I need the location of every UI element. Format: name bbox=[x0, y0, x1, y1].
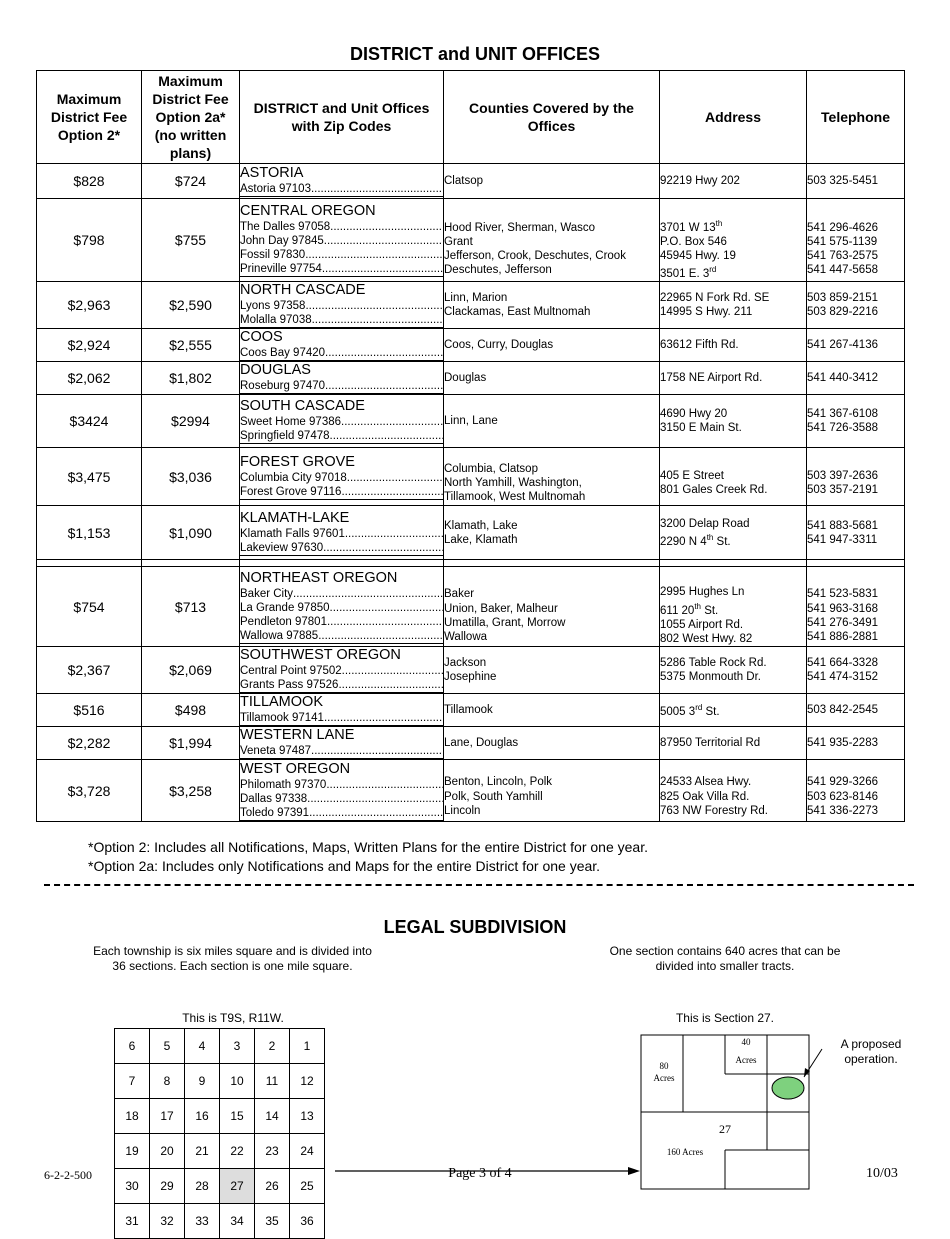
township-section: 5 bbox=[150, 1029, 185, 1064]
fee-option-2: $3,475 bbox=[37, 448, 142, 506]
phone-cell bbox=[807, 164, 905, 199]
label-40-acres: Acres bbox=[735, 1055, 757, 1065]
address-cell bbox=[660, 727, 807, 760]
phone-cell bbox=[807, 727, 905, 760]
address-line: 825 Oak Villa Rd. bbox=[660, 790, 750, 803]
fee-option-2a: $498 bbox=[142, 694, 240, 727]
header-address: Address bbox=[660, 71, 807, 164]
header-fee-option-2: Maximum District Fee Option 2* bbox=[37, 71, 142, 164]
township-section: 31 bbox=[115, 1204, 150, 1239]
phone-cell bbox=[807, 199, 905, 282]
district-name: TILLAMOOK bbox=[240, 694, 323, 711]
county-line: Tillamook, West Multnomah bbox=[444, 491, 586, 504]
fee-option-2a: $1,802 bbox=[142, 362, 240, 395]
counties-cell bbox=[444, 694, 660, 727]
section-description: One section contains 640 acres that can be divided into smaller tracts. bbox=[609, 944, 841, 973]
office-zip: Toledo 97391 ..... bbox=[240, 806, 443, 821]
district-cell bbox=[240, 329, 444, 362]
district-name: ASTORIA bbox=[240, 165, 304, 181]
office-zip: Springfield 97478 ..... bbox=[240, 429, 443, 444]
header-fee-option-2a: Maximum District Fee Option 2a* (no written plans) bbox=[142, 71, 240, 164]
district-name: DOUGLAS bbox=[240, 362, 311, 379]
office-zip: Astoria 97103 ..... bbox=[240, 182, 443, 197]
township-section: 27 bbox=[220, 1169, 255, 1204]
counties-cell bbox=[444, 647, 660, 694]
counties-cell bbox=[444, 362, 660, 395]
county-line: Linn, Lane bbox=[444, 415, 498, 428]
township-section: 19 bbox=[115, 1134, 150, 1169]
phone-line: 541 440-3412 bbox=[807, 372, 878, 385]
address-line: 405 E Street bbox=[660, 469, 724, 482]
fee-option-2: $798 bbox=[37, 199, 142, 282]
phone-line: 541 474-3152 bbox=[807, 671, 878, 684]
address-line: 3200 Delap Road bbox=[660, 517, 750, 530]
address-line: 2995 Hughes Ln bbox=[660, 586, 745, 599]
legal-subdivision-title: LEGAL SUBDIVISION bbox=[383, 917, 567, 937]
district-name: KLAMATH-LAKE bbox=[240, 509, 350, 526]
offices-table bbox=[36, 70, 905, 822]
office-row bbox=[37, 694, 905, 727]
phone-line: 541 883-5681 bbox=[807, 519, 878, 532]
address-line: 92219 Hwy 202 bbox=[660, 175, 740, 187]
county-line: Columbia, Clatsop bbox=[444, 462, 538, 475]
phone-line: 541 575-1139 bbox=[807, 236, 878, 249]
office-zip: Wallowa 97885 ..... bbox=[240, 629, 443, 644]
county-line: Hood River, Sherman, Wasco bbox=[444, 221, 596, 234]
district-cell bbox=[240, 282, 444, 329]
township-section: 13 bbox=[290, 1099, 325, 1134]
address-cell bbox=[660, 282, 807, 329]
counties-cell bbox=[444, 282, 660, 329]
office-row bbox=[37, 362, 905, 395]
county-line: Clatsop bbox=[444, 175, 483, 187]
address-cell bbox=[660, 362, 807, 395]
fee-option-2a: $1,090 bbox=[142, 506, 240, 560]
phone-line: 541 336-2273 bbox=[807, 804, 878, 817]
footer-date: 10/03 bbox=[866, 1166, 898, 1181]
fee-option-2: $2,963 bbox=[37, 282, 142, 329]
county-line: Grant bbox=[444, 236, 473, 249]
district-name: FOREST GROVE bbox=[240, 453, 355, 470]
township-section: 21 bbox=[185, 1134, 220, 1169]
township-section: 6 bbox=[115, 1029, 150, 1064]
county-line: Coos, Curry, Douglas bbox=[444, 339, 554, 352]
county-line: Linn, Marion bbox=[444, 292, 508, 305]
office-zip: Coos Bay 97420 ..... bbox=[240, 346, 443, 361]
address-cell bbox=[660, 395, 807, 448]
phone-cell bbox=[807, 448, 905, 506]
fee-notes bbox=[88, 838, 648, 876]
township-row bbox=[115, 1204, 325, 1239]
phone-line: 541 267-4136 bbox=[807, 339, 878, 352]
district-name: SOUTHWEST OREGON bbox=[240, 647, 401, 664]
county-line: Benton, Lincoln, Polk bbox=[444, 776, 553, 789]
office-zip: Dallas 97338 ..... bbox=[240, 792, 443, 806]
fee-option-2a: $713 bbox=[142, 567, 240, 647]
township-section: 32 bbox=[150, 1204, 185, 1239]
office-zip: Baker City ..... bbox=[240, 587, 443, 601]
office-zip: Veneta 97487 ..... bbox=[240, 744, 443, 759]
address-line: 24533 Alsea Hwy. bbox=[660, 776, 752, 789]
county-line: Douglas bbox=[444, 372, 487, 385]
office-zip: Lyons 97358 ..... bbox=[240, 299, 443, 313]
township-section: 10 bbox=[220, 1064, 255, 1099]
township-section: 33 bbox=[185, 1204, 220, 1239]
address-line: 87950 Territorial Rd bbox=[660, 737, 761, 750]
township-section: 15 bbox=[220, 1099, 255, 1134]
counties-cell bbox=[444, 567, 660, 647]
county-line: Lane, Douglas bbox=[444, 737, 519, 750]
office-row bbox=[37, 760, 905, 822]
township-section: 3 bbox=[220, 1029, 255, 1064]
township-section: 34 bbox=[220, 1204, 255, 1239]
district-cell bbox=[240, 567, 444, 647]
phone-cell bbox=[807, 760, 905, 822]
address-cell bbox=[660, 329, 807, 362]
address-line: 801 Gales Creek Rd. bbox=[660, 483, 768, 496]
office-zip: John Day 97845 ..... bbox=[240, 234, 443, 248]
township-section: 9 bbox=[185, 1064, 220, 1099]
address-cell bbox=[660, 647, 807, 694]
township-section: 23 bbox=[255, 1134, 290, 1169]
district-cell bbox=[240, 448, 444, 506]
fee-option-2: $828 bbox=[37, 164, 142, 199]
office-row bbox=[37, 727, 905, 760]
office-row bbox=[37, 448, 905, 506]
office-row bbox=[37, 282, 905, 329]
phone-line: 503 842-2545 bbox=[807, 704, 878, 717]
county-line: Tillamook bbox=[444, 704, 493, 717]
phone-line: 541 296-4626 bbox=[807, 221, 878, 234]
note-option-2a: *Option 2a: Includes only Notifications and Maps for the entire District for one year. bbox=[88, 858, 601, 874]
counties-cell bbox=[444, 164, 660, 199]
township-row bbox=[115, 1099, 325, 1134]
district-name: SOUTH CASCADE bbox=[240, 398, 365, 415]
district-cell bbox=[240, 647, 444, 694]
office-zip: Pendleton 97801 ..... bbox=[240, 615, 443, 629]
section-caption: This is Section 27. bbox=[675, 1011, 775, 1025]
district-cell bbox=[240, 164, 444, 199]
township-row bbox=[115, 1169, 325, 1204]
county-line: Jackson bbox=[444, 656, 487, 669]
address-cell bbox=[660, 164, 807, 199]
fee-option-2: $754 bbox=[37, 567, 142, 647]
township-section: 14 bbox=[255, 1099, 290, 1134]
township-section: 7 bbox=[115, 1064, 150, 1099]
fee-option-2a: $2,590 bbox=[142, 282, 240, 329]
counties-cell bbox=[444, 760, 660, 822]
counties-cell bbox=[444, 199, 660, 282]
township-row bbox=[115, 1134, 325, 1169]
fee-option-2a: $3,258 bbox=[142, 760, 240, 822]
label-80-acres: Acres bbox=[653, 1073, 675, 1083]
township-section: 8 bbox=[150, 1064, 185, 1099]
county-line: North Yamhill, Washington, bbox=[444, 476, 582, 489]
label-40: 40 bbox=[741, 1037, 751, 1047]
address-line: 4690 Hwy 20 bbox=[660, 408, 728, 421]
phone-cell bbox=[807, 694, 905, 727]
proposed-operation-marker bbox=[772, 1077, 804, 1099]
address-cell bbox=[660, 567, 807, 647]
address-line: 63612 Fifth Rd. bbox=[660, 339, 739, 352]
fee-option-2a: $1,994 bbox=[142, 727, 240, 760]
fee-option-2: $3424 bbox=[37, 395, 142, 448]
township-caption: This is T9S, R11W. bbox=[182, 1011, 284, 1025]
district-name: COOS bbox=[240, 329, 283, 346]
township-section: 36 bbox=[290, 1204, 325, 1239]
fee-option-2: $2,062 bbox=[37, 362, 142, 395]
counties-cell bbox=[444, 506, 660, 560]
office-zip: Columbia City 97018 ..... bbox=[240, 471, 443, 485]
county-line: Lake, Klamath bbox=[444, 533, 518, 546]
note-option-2: *Option 2: Includes all Notifications, Maps, Written Plans for the entire District for one year. bbox=[88, 839, 648, 855]
address-line: 14995 S Hwy. 211 bbox=[660, 306, 753, 319]
phone-line: 541 367-6108 bbox=[807, 408, 878, 421]
township-section: 18 bbox=[115, 1099, 150, 1134]
county-line: Jefferson, Crook, Deschutes, Crook bbox=[444, 250, 626, 263]
address-line: 3150 E Main St. bbox=[660, 422, 742, 435]
cut-line bbox=[44, 884, 914, 886]
address-line: 1758 NE Airport Rd. bbox=[660, 372, 763, 385]
label-80: 80 bbox=[659, 1061, 669, 1071]
county-line: Josephine bbox=[444, 671, 497, 684]
office-row bbox=[37, 395, 905, 448]
footer-page: Page 3 of 4 bbox=[448, 1166, 512, 1181]
phone-cell bbox=[807, 647, 905, 694]
district-cell bbox=[240, 506, 444, 560]
township-section: 22 bbox=[220, 1134, 255, 1169]
office-zip: Roseburg 97470 ..... bbox=[240, 379, 443, 394]
office-zip: Sweet Home 97386 ..... bbox=[240, 415, 443, 429]
page-title: DISTRICT and UNIT OFFICES bbox=[350, 44, 600, 64]
table-spacer-row bbox=[37, 560, 905, 567]
district-cell bbox=[240, 727, 444, 760]
counties-cell bbox=[444, 395, 660, 448]
phone-line: 541 935-2283 bbox=[807, 737, 878, 750]
office-zip: Tillamook 97141 ..... bbox=[240, 711, 443, 726]
county-line: Polk, South Yamhill bbox=[444, 790, 543, 803]
township-section: 2 bbox=[255, 1029, 290, 1064]
phone-line: 503 357-2191 bbox=[807, 483, 878, 496]
phone-line: 503 325-5451 bbox=[807, 175, 878, 187]
address-line: 2290 N 4th St. bbox=[660, 533, 731, 548]
township-section: 30 bbox=[115, 1169, 150, 1204]
address-line: 45945 Hwy. 19 bbox=[660, 250, 736, 263]
footer-code: 6-2-2-500 bbox=[44, 1168, 92, 1182]
address-line: 611 20th St. bbox=[660, 601, 719, 617]
office-zip: Fossil 97830 ..... bbox=[240, 248, 443, 262]
address-line: 3501 E. 3rd bbox=[660, 265, 717, 281]
district-cell bbox=[240, 760, 444, 822]
address-line: 763 NW Forestry Rd. bbox=[660, 804, 768, 817]
phone-line: 541 947-3311 bbox=[807, 533, 878, 546]
county-line: Lincoln bbox=[444, 804, 481, 817]
office-zip: Klamath Falls 97601 ..... bbox=[240, 527, 443, 541]
office-zip: Molalla 97038 ..... bbox=[240, 313, 443, 328]
address-cell bbox=[660, 694, 807, 727]
phone-line: 503 623-8146 bbox=[807, 790, 878, 803]
header-district: DISTRICT and Unit Offices with Zip Codes bbox=[240, 71, 444, 164]
phone-line: 541 886-2881 bbox=[807, 630, 878, 643]
fee-option-2: $516 bbox=[37, 694, 142, 727]
township-section: 11 bbox=[255, 1064, 290, 1099]
fee-option-2a: $3,036 bbox=[142, 448, 240, 506]
phone-cell bbox=[807, 395, 905, 448]
office-row bbox=[37, 164, 905, 199]
district-name: CENTRAL OREGON bbox=[240, 203, 376, 220]
township-section: 16 bbox=[185, 1099, 220, 1134]
district-name: WEST OREGON bbox=[240, 760, 351, 777]
phone-cell bbox=[807, 506, 905, 560]
phone-line: 541 276-3491 bbox=[807, 616, 878, 629]
phone-line: 541 523-5831 bbox=[807, 588, 878, 601]
address-line: 5286 Table Rock Rd. bbox=[660, 656, 767, 669]
office-row bbox=[37, 329, 905, 362]
header-counties: Counties Covered by the Offices bbox=[444, 71, 660, 164]
district-name: NORTHEAST OREGON bbox=[240, 569, 398, 586]
office-zip: Philomath 97370 ..... bbox=[240, 778, 443, 792]
county-line: Wallowa bbox=[444, 630, 488, 643]
phone-line: 503 859-2151 bbox=[807, 292, 878, 305]
district-name: WESTERN LANE bbox=[240, 727, 355, 744]
township-section: 29 bbox=[150, 1169, 185, 1204]
township-section: 28 bbox=[185, 1169, 220, 1204]
address-cell bbox=[660, 760, 807, 822]
phone-line: 541 664-3328 bbox=[807, 656, 878, 669]
phone-line: 541 726-3588 bbox=[807, 422, 878, 435]
township-section: 25 bbox=[290, 1169, 325, 1204]
phone-line: 541 963-3168 bbox=[807, 602, 878, 615]
address-line: 5375 Monmouth Dr. bbox=[660, 671, 762, 684]
address-cell bbox=[660, 199, 807, 282]
fee-option-2a: $724 bbox=[142, 164, 240, 199]
office-zip: Central Point 97502 ..... bbox=[240, 664, 443, 678]
township-section: 17 bbox=[150, 1099, 185, 1134]
fee-option-2: $2,367 bbox=[37, 647, 142, 694]
label-160-acres: 160 Acres bbox=[666, 1147, 704, 1157]
township-section: 24 bbox=[290, 1134, 325, 1169]
township-section: 1 bbox=[290, 1029, 325, 1064]
office-zip: Prineville 97754 ..... bbox=[240, 262, 443, 277]
district-cell bbox=[240, 395, 444, 448]
county-line: Union, Baker, Malheur bbox=[444, 602, 558, 615]
district-cell bbox=[240, 362, 444, 395]
address-line: 5005 3rd St. bbox=[660, 702, 720, 718]
fee-option-2: $3,728 bbox=[37, 760, 142, 822]
header-telephone: Telephone bbox=[807, 71, 905, 164]
fee-option-2: $2,282 bbox=[37, 727, 142, 760]
district-cell bbox=[240, 199, 444, 282]
phone-line: 541 763-2575 bbox=[807, 250, 878, 263]
county-line: Klamath, Lake bbox=[444, 519, 518, 532]
office-row bbox=[37, 567, 905, 647]
address-line: P.O. Box 546 bbox=[660, 236, 727, 249]
township-grid bbox=[114, 1028, 325, 1239]
phone-cell bbox=[807, 329, 905, 362]
office-row bbox=[37, 506, 905, 560]
township-row bbox=[115, 1064, 325, 1099]
district-cell bbox=[240, 694, 444, 727]
township-description: Each township is six miles square and is divided into 36 sections. Each section is one mile square. bbox=[93, 944, 372, 973]
address-line: 802 West Hwy. 82 bbox=[660, 632, 753, 645]
fee-option-2: $2,924 bbox=[37, 329, 142, 362]
counties-cell bbox=[444, 727, 660, 760]
township-section: 26 bbox=[255, 1169, 290, 1204]
address-line: 3701 W 13th bbox=[660, 219, 723, 234]
counties-cell bbox=[444, 448, 660, 506]
fee-option-2a: $2,069 bbox=[142, 647, 240, 694]
district-name: NORTH CASCADE bbox=[240, 282, 366, 299]
township-row bbox=[115, 1029, 325, 1064]
office-row bbox=[37, 199, 905, 282]
address-line: 22965 N Fork Rd. SE bbox=[660, 292, 770, 305]
office-zip: The Dalles 97058 ..... bbox=[240, 220, 443, 234]
county-line: Umatilla, Grant, Morrow bbox=[444, 616, 566, 629]
county-line: Baker bbox=[444, 588, 475, 601]
office-zip: Grants Pass 97526 ..... bbox=[240, 678, 443, 693]
fee-option-2a: $2,555 bbox=[142, 329, 240, 362]
phone-line: 503 829-2216 bbox=[807, 306, 878, 319]
township-section: 35 bbox=[255, 1204, 290, 1239]
fee-option-2a: $2994 bbox=[142, 395, 240, 448]
township-section: 4 bbox=[185, 1029, 220, 1064]
office-zip: Lakeview 97630 ..... bbox=[240, 541, 443, 556]
section-number: 27 bbox=[719, 1122, 731, 1136]
phone-line: 503 397-2636 bbox=[807, 469, 878, 482]
counties-cell bbox=[444, 329, 660, 362]
address-cell bbox=[660, 506, 807, 560]
county-line: Clackamas, East Multnomah bbox=[444, 306, 591, 319]
phone-cell bbox=[807, 362, 905, 395]
phone-cell bbox=[807, 567, 905, 647]
office-zip: Forest Grove 97116 ..... bbox=[240, 485, 443, 500]
phone-line: 541 447-5658 bbox=[807, 264, 878, 277]
county-line: Deschutes, Jefferson bbox=[444, 264, 552, 277]
fee-option-2: $1,153 bbox=[37, 506, 142, 560]
township-section: 20 bbox=[150, 1134, 185, 1169]
address-cell bbox=[660, 448, 807, 506]
township-section: 12 bbox=[290, 1064, 325, 1099]
office-row bbox=[37, 647, 905, 694]
address-line: 1055 Airport Rd. bbox=[660, 618, 744, 631]
office-zip: La Grande 97850 ..... bbox=[240, 601, 443, 615]
phone-cell bbox=[807, 282, 905, 329]
phone-line: 541 929-3266 bbox=[807, 776, 878, 789]
fee-option-2a: $755 bbox=[142, 199, 240, 282]
proposed-operation-label: A proposed operation. bbox=[840, 1037, 902, 1066]
